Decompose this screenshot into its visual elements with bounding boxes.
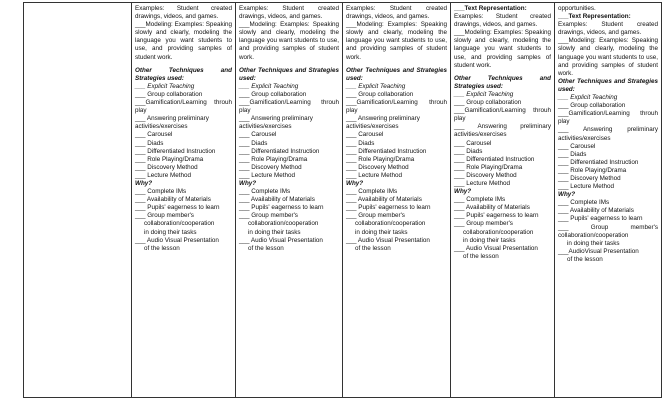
checklist-item-continuation: of the lesson <box>355 244 391 252</box>
checklist-item-continuation: in doing their tasks <box>355 228 408 236</box>
checklist-item: ___Gamification/Learning throuh play <box>239 99 339 115</box>
checklist-item: ___AudioVisual Presentation <box>558 247 639 255</box>
checklist-item: ___ Carousel <box>135 131 173 139</box>
checklist-item: ___ Availability of Materials <box>239 196 315 204</box>
section-heading: Why? <box>558 191 576 199</box>
checklist-item: ___ Diads <box>135 139 164 147</box>
checklist-item-continuation: collaboration/cooperation <box>248 220 319 228</box>
checklist-item: ___ Group collaboration <box>135 90 203 98</box>
section-heading: Other Techniques and Strategies used: <box>135 66 232 82</box>
lesson-plan-table <box>23 2 662 398</box>
checklist-item: ___ Pupils' eagerness to learn <box>239 204 324 212</box>
checklist-item: ___Gamification/Learning throuh play <box>454 107 551 123</box>
checklist-item: ___ Discovery Method <box>239 163 302 171</box>
section-heading: Other Techniques and Strategies used: <box>239 66 339 82</box>
paragraph: ___Modeling: Examples: Speaking slowly and clearly, modeling the language you want students to use, and providing samples of student work. <box>135 21 232 61</box>
checklist-item: ___Gamification/Learning throuh play <box>135 99 232 115</box>
checklist-item: ___Gamification/Learning throuh play <box>346 99 447 115</box>
checklist-item-continuation: of the lesson <box>248 244 284 252</box>
checklist-item: ___ Role Playing/Drama <box>558 166 627 174</box>
section-heading: Other Techniques and Strategies used: <box>454 74 551 90</box>
checklist-item: ___ Availability of Materials <box>454 204 530 212</box>
label-column-cell <box>24 3 132 398</box>
checklist-item: ___ Complete IMs <box>454 196 506 204</box>
checklist-item: ___ Complete IMs <box>135 188 187 196</box>
checklist-item: opportunities. <box>558 5 596 12</box>
checklist-item: ___ Explicit Teaching <box>346 82 406 90</box>
checklist-item: ___ Complete IMs <box>558 199 610 207</box>
paragraph: Examples: Student created drawings, videos, and games. <box>346 5 447 21</box>
checklist-item: ___ Explicit Teaching <box>135 82 195 90</box>
checklist-item-continuation: collaboration/cooperation <box>144 220 215 228</box>
checklist-item: activities/exercises <box>239 123 292 131</box>
checklist-item: ___ Group collaboration <box>346 90 414 98</box>
checklist-item: ___ Group member's <box>239 212 298 220</box>
checklist-item-continuation: collaboration/cooperation <box>355 220 426 228</box>
checklist-item-continuation: in doing their tasks <box>248 228 301 236</box>
checklist-item: ___ Availability of Materials <box>135 196 211 204</box>
checklist-item-continuation: collaboration/cooperation <box>463 228 534 236</box>
checklist-item: ___ Audio Visual Presentation <box>346 236 430 244</box>
checklist-item: ___ Availability of Materials <box>346 196 422 204</box>
checklist-item: ___ Discovery Method <box>558 174 621 182</box>
checklist-item: ___ Pupils' eagerness to learn <box>346 204 431 212</box>
checklist-item-continuation: in doing their tasks <box>463 236 516 244</box>
checklist-item: ___ Answering preliminary <box>135 115 209 123</box>
checklist-item: ___ Diads <box>346 139 375 147</box>
checklist-item: ___ Audio Visual Presentation <box>135 236 219 244</box>
checklist-item: ___ Audio Visual Presentation <box>239 236 323 244</box>
checklist-item: ___ Group member's collaboration/cooperation <box>558 223 658 239</box>
checklist-item: ___ Pupils' eagerness to learn <box>135 204 220 212</box>
section-heading: Why? <box>346 179 364 187</box>
paragraph: Examples: Student created drawings, videos, and games. <box>454 13 551 29</box>
section-heading: Other Techniques and Strategies used: <box>558 77 658 93</box>
checklist-item: ___ Pupils' eagerness to learn <box>558 215 643 223</box>
paragraph: ___Modeling: Examples: Speaking slowly and clearly, modeling the language you want students to use, and providing samples of student work. <box>239 21 339 61</box>
paragraph: Examples: Student created drawings, videos, and games. <box>239 5 339 21</box>
checklist-item: ___ Carousel <box>239 131 277 139</box>
checklist-item-continuation: of the lesson <box>463 252 499 260</box>
checklist-item: ___ Lecture Method <box>346 171 403 179</box>
checklist-item: ___ Explicit Teaching <box>454 90 514 98</box>
checklist-item: ___ Explicit Teaching <box>558 94 618 102</box>
checklist-item: ___ Diads <box>454 147 483 155</box>
checklist-item: ___ Answering preliminary <box>239 115 313 123</box>
checklist-item: ___ Explicit Teaching <box>239 82 299 90</box>
paragraph: Examples: Student created drawings, videos, and games. <box>558 21 658 37</box>
checklist-item: ___ Discovery Method <box>135 163 198 171</box>
section-heading: ___Text Representation: <box>558 13 631 21</box>
table-row <box>24 3 662 398</box>
checklist-item: ___ Lecture Method <box>558 183 615 191</box>
day-column-4 <box>451 3 555 398</box>
checklist-item: ___ Group member's <box>346 212 405 220</box>
checklist-item: ___ Diads <box>558 150 587 158</box>
checklist-item: ___ Carousel <box>454 139 492 147</box>
checklist-item: ___ Lecture Method <box>135 171 192 179</box>
checklist-item: ___ Group member's <box>135 212 194 220</box>
paragraph: ___Modeling: Examples: Speaking slowly and clearly, modeling the language you want students to use, and providing samples of student work. <box>558 37 658 77</box>
checklist-item-continuation: in doing their tasks <box>144 228 197 236</box>
paragraph: ___Modeling: Examples: Speaking slowly and clearly, modeling the language you want students to use, and providing samples of student work. <box>454 29 551 69</box>
checklist-item: ___ Complete IMs <box>239 188 291 196</box>
checklist-item: ___ Group collaboration <box>454 99 522 107</box>
checklist-item: ___ Differentiated Instruction <box>454 155 535 163</box>
section-heading: Why? <box>454 188 472 196</box>
checklist-item: activities/exercises <box>346 123 399 131</box>
section-heading: ___Text Representation: <box>454 5 527 12</box>
checklist-item: ___ Carousel <box>558 142 596 150</box>
checklist-item-continuation: in doing their tasks <box>567 239 620 247</box>
checklist-item: ___ Discovery Method <box>454 171 517 179</box>
section-heading: Why? <box>135 179 153 187</box>
section-heading: Why? <box>239 179 257 187</box>
checklist-item: ___ Discovery Method <box>346 163 409 171</box>
checklist-item: ___ Differentiated Instruction <box>558 158 639 166</box>
day-column-3 <box>343 3 451 398</box>
day-column-1 <box>132 3 236 398</box>
checklist-item: ___ Lecture Method <box>454 179 511 187</box>
checklist-item: ___ Group collaboration <box>558 102 626 110</box>
checklist-item: ___ Answering preliminary <box>346 115 420 123</box>
day-column-2 <box>236 3 343 398</box>
checklist-item: ___ Availability of Materials <box>558 207 634 215</box>
paragraph: ___Modeling: Examples: Speaking slowly and clearly, modeling the language you want students to use, and providing samples of student work. <box>346 21 447 61</box>
checklist-item: activities/exercises <box>135 123 188 131</box>
checklist-item: ___ Role Playing/Drama <box>454 163 523 171</box>
checklist-item-continuation: of the lesson <box>567 255 603 263</box>
checklist-item: ___ Differentiated Instruction <box>239 147 320 155</box>
checklist-item: ___ Complete IMs <box>346 188 398 196</box>
checklist-item: ___ Audio Visual Presentation <box>454 244 538 252</box>
checklist-item: ___ Lecture Method <box>239 171 296 179</box>
paragraph: Examples: Student created drawings, videos, and games. <box>135 5 232 21</box>
checklist-item: ___ Differentiated Instruction <box>346 147 427 155</box>
checklist-item: ___ Answering preliminary activities/exercises <box>558 126 658 142</box>
checklist-item: ___ Pupils' eagerness to learn <box>454 212 539 220</box>
checklist-item: ___ Group member's <box>454 220 513 228</box>
checklist-item: ___ Role Playing/Drama <box>346 155 415 163</box>
checklist-item: ___Gamification/Learning throuh play <box>558 110 658 126</box>
checklist-item: ___ Answering preliminary activities/exercises <box>454 123 551 139</box>
day-column-5 <box>555 3 662 398</box>
section-heading: Other Techniques and Strategies used: <box>346 66 447 82</box>
checklist-item: ___ Carousel <box>346 131 384 139</box>
checklist-item: ___ Role Playing/Drama <box>135 155 204 163</box>
checklist-item-continuation: of the lesson <box>144 244 180 252</box>
checklist-item: ___ Differentiated Instruction <box>135 147 216 155</box>
checklist-item: ___ Role Playing/Drama <box>239 155 308 163</box>
checklist-item: ___ Diads <box>239 139 268 147</box>
checklist-item: ___ Group collaboration <box>239 90 307 98</box>
